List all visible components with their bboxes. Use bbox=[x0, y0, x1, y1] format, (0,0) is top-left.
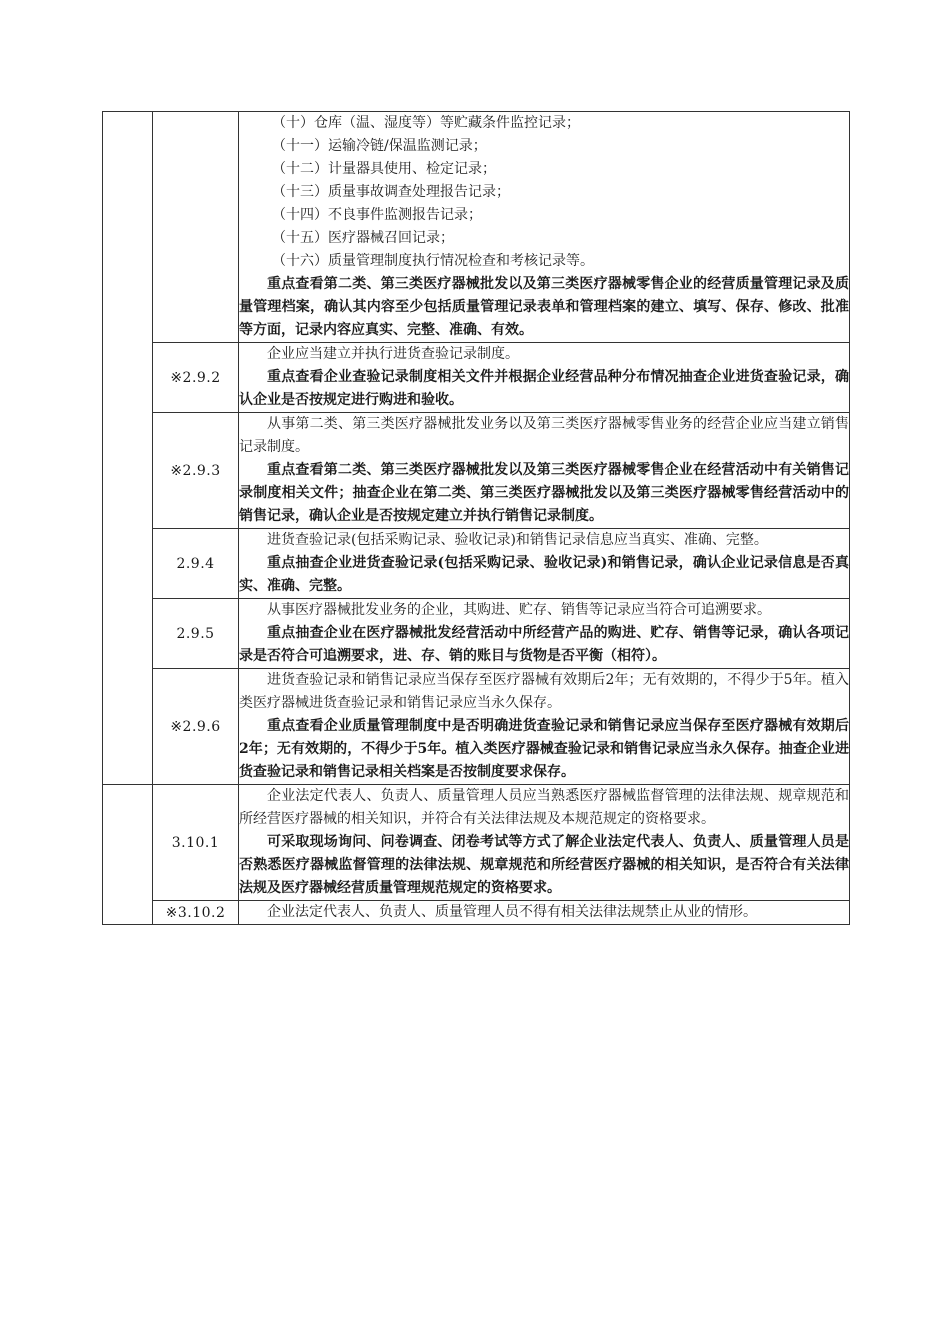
item-content bbox=[239, 785, 850, 901]
item-code: ※2.9.2 bbox=[153, 343, 239, 413]
item-content bbox=[239, 112, 850, 343]
record-item: （十五）医疗器械召回记录； bbox=[272, 230, 454, 246]
inspection-guidance: 重点抽查企业在医疗器械批发经营活动中所经营产品的购进、贮存、销售等记录，确认各项记录是否符合可追溯要求，进、存、销的账目与货物是否平衡（相符）。 bbox=[239, 625, 849, 664]
record-item: （十）仓库（温、湿度等）等贮藏条件监控记录； bbox=[272, 115, 580, 131]
table-row bbox=[103, 669, 850, 785]
inspection-guidance: 重点查看企业查验记录制度相关文件并根据企业经营品种分布情况抽查企业进货查验记录，确认企业是否按规定进行购进和验收。 bbox=[239, 369, 849, 408]
requirement-text: 企业法定代表人、负责人、质量管理人员应当熟悉医疗器械监督管理的法律法规、规章规范和所经营医疗器械的相关知识，并符合有关法律法规及本规范规定的资格要求。 bbox=[239, 788, 849, 827]
item-code: ※3.10.2 bbox=[153, 901, 239, 925]
item-content bbox=[239, 669, 850, 785]
table-row bbox=[103, 599, 850, 669]
table-row bbox=[103, 785, 850, 901]
requirement-text: 从事医疗器械批发业务的企业，其购进、贮存、销售等记录应当符合可追溯要求。 bbox=[267, 602, 771, 618]
record-item: （十六）质量管理制度执行情况检查和考核记录等。 bbox=[272, 253, 594, 269]
table-row bbox=[103, 112, 850, 343]
record-item: （十三）质量事故调查处理报告记录； bbox=[272, 184, 510, 200]
requirement-text: 企业法定代表人、负责人、质量管理人员不得有相关法律法规禁止从业的情形。 bbox=[267, 904, 757, 920]
section-cell-2 bbox=[103, 112, 153, 785]
item-code bbox=[153, 112, 239, 343]
inspection-guidance: 重点查看第二类、第三类医疗器械批发以及第三类医疗器械零售企业在经营活动中有关销售记录制度相关文件；抽查企业在第二类、第三类医疗器械批发以及第三类医疗器械零售经营活动中的销售记录，确认企业是否按规定建立并执行销售记录制度。 bbox=[239, 462, 849, 524]
table-row bbox=[103, 529, 850, 599]
table-row bbox=[103, 413, 850, 529]
item-content bbox=[239, 413, 850, 529]
table-row bbox=[103, 901, 850, 925]
requirement-text: 进货查验记录(包括采购记录、验收记录)和销售记录信息应当真实、准确、完整。 bbox=[267, 532, 768, 548]
record-item: （十二）计量器具使用、检定记录； bbox=[272, 161, 496, 177]
item-content bbox=[239, 343, 850, 413]
item-code: ※2.9.3 bbox=[153, 413, 239, 529]
record-item: （十四）不良事件监测报告记录； bbox=[272, 207, 482, 223]
requirement-text: 从事第二类、第三类医疗器械批发业务以及第三类医疗器械零售业务的经营企业应当建立销售记录制度。 bbox=[239, 416, 849, 455]
item-code: 3.10.1 bbox=[153, 785, 239, 901]
table-row bbox=[103, 343, 850, 413]
inspection-guidance: 可采取现场询问、问卷调查、闭卷考试等方式了解企业法定代表人、负责人、质量管理人员是否熟悉医疗器械监督管理的法律法规、规章规范和所经营医疗器械的相关知识，是否符合有关法律法规及医疗器械经营质量管理规范规定的资格要求。 bbox=[239, 834, 849, 896]
item-code: 2.9.5 bbox=[153, 599, 239, 669]
item-code: ※2.9.6 bbox=[153, 669, 239, 785]
inspection-guidance: 重点查看企业质量管理制度中是否明确进货查验记录和销售记录应当保存至医疗器械有效期后2年；无有效期的，不得少于5年。植入类医疗器械查验记录和销售记录应当永久保存。抽查企业进货查验记录和销售记录相关档案是否按制度要求保存。 bbox=[239, 718, 849, 780]
item-content bbox=[239, 599, 850, 669]
inspection-guidance: 重点抽查企业进货查验记录(包括采购记录、验收记录)和销售记录，确认企业记录信息是否真实、准确、完整。 bbox=[239, 555, 849, 594]
requirement-text: 进货查验记录和销售记录应当保存至医疗器械有效期后2年；无有效期的，不得少于5年。植入类医疗器械进货查验记录和销售记录应当永久保存。 bbox=[239, 672, 849, 711]
inspection-guidance: 重点查看第二类、第三类医疗器械批发以及第三类医疗器械零售企业的经营质量管理记录及质量管理档案，确认其内容至少包括质量管理记录表单和管理档案的建立、填写、保存、修改、批准等方面，记录内容应真实、完整、准确、有效。 bbox=[239, 276, 849, 338]
requirement-text: 企业应当建立并执行进货查验记录制度。 bbox=[267, 346, 519, 362]
record-item: （十一）运输冷链/保温监测记录； bbox=[272, 138, 487, 154]
item-content bbox=[239, 529, 850, 599]
section-cell-3 bbox=[103, 785, 153, 925]
item-code: 2.9.4 bbox=[153, 529, 239, 599]
item-content bbox=[239, 901, 850, 925]
inspection-table bbox=[102, 111, 850, 925]
